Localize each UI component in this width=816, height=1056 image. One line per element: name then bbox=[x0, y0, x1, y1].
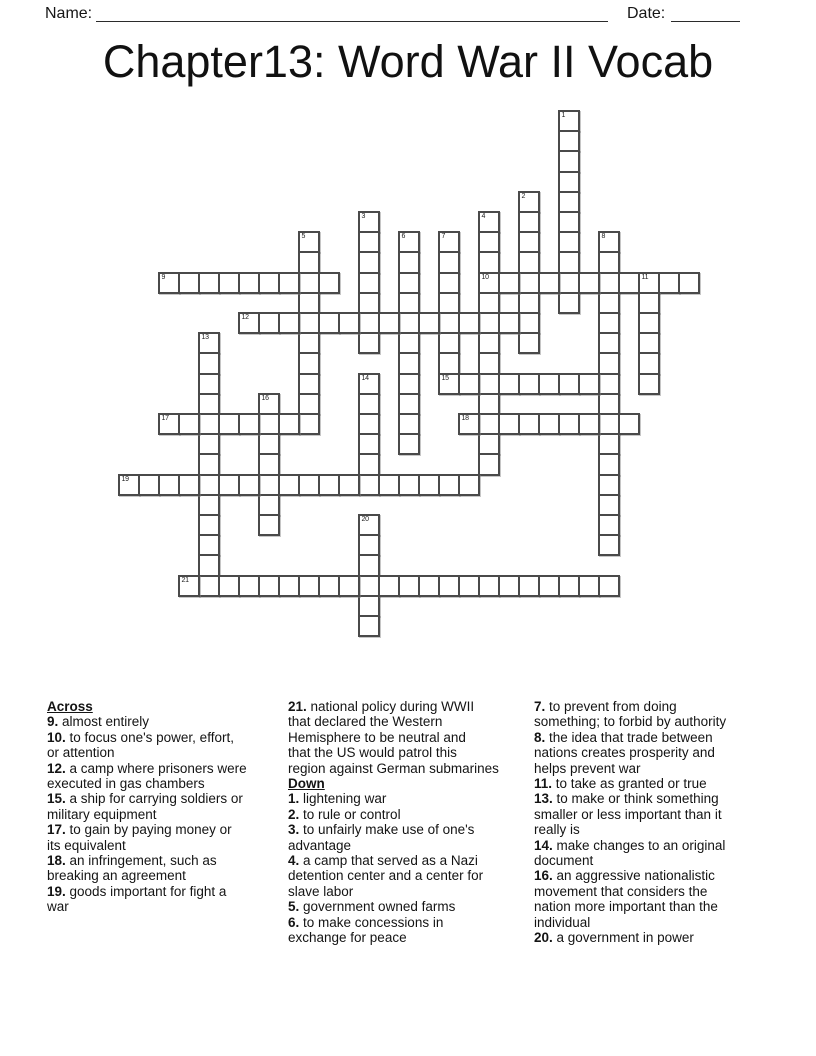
grid-cell bbox=[518, 272, 540, 294]
grid-cell bbox=[298, 292, 320, 314]
clue-item: 9. almost entirely bbox=[47, 714, 150, 730]
clue-item: 17. to gain by paying money or its equivalent bbox=[47, 822, 232, 853]
crossword-grid bbox=[118, 110, 718, 650]
grid-cell bbox=[518, 413, 540, 435]
grid-cell bbox=[458, 474, 480, 496]
grid-cell bbox=[418, 575, 440, 597]
grid-cell bbox=[598, 514, 620, 536]
grid-cell bbox=[238, 272, 260, 294]
grid-cell bbox=[598, 393, 620, 415]
clue-item: 20. a government in power bbox=[534, 930, 694, 946]
grid-cell bbox=[398, 373, 420, 395]
grid-cell bbox=[398, 231, 420, 253]
grid-cell bbox=[258, 575, 280, 597]
grid-cell bbox=[638, 352, 660, 374]
clue-item: 21. national policy during WWII that declared the Western Hemisphere to be neutral and that the US would patrol this region against German submarines bbox=[288, 699, 499, 776]
grid-cell bbox=[118, 474, 140, 496]
grid-cell bbox=[558, 231, 580, 253]
grid-cell bbox=[478, 373, 500, 395]
grid-cell bbox=[198, 393, 220, 415]
grid-cell bbox=[558, 413, 580, 435]
grid-cell bbox=[218, 474, 240, 496]
grid-cell bbox=[558, 251, 580, 273]
clue-number: 10. bbox=[47, 729, 66, 745]
grid-cell bbox=[358, 272, 380, 294]
grid-cell bbox=[278, 575, 300, 597]
grid-cell bbox=[478, 433, 500, 455]
grid-cell bbox=[438, 272, 460, 294]
grid-cell bbox=[598, 231, 620, 253]
grid-cell bbox=[398, 474, 420, 496]
grid-cell bbox=[498, 272, 520, 294]
clue-item: 13. to make or think something smaller or less important than it really is bbox=[534, 791, 722, 838]
grid-cell bbox=[358, 231, 380, 253]
grid-cell bbox=[178, 272, 200, 294]
grid-cell bbox=[198, 453, 220, 475]
grid-cell bbox=[378, 575, 400, 597]
clue-number: 16. bbox=[534, 868, 553, 884]
grid-cell bbox=[398, 575, 420, 597]
grid-cell bbox=[178, 413, 200, 435]
grid-cell-number: 16 bbox=[261, 394, 269, 402]
grid-cell bbox=[438, 292, 460, 314]
grid-cell bbox=[418, 312, 440, 334]
grid-cell bbox=[478, 575, 500, 597]
grid-cell bbox=[518, 251, 540, 273]
grid-cell-number: 3 bbox=[361, 213, 366, 220]
grid-cell bbox=[598, 312, 620, 334]
grid-cell bbox=[158, 474, 180, 496]
grid-cell bbox=[638, 312, 660, 334]
grid-cell bbox=[618, 413, 640, 435]
grid-cell bbox=[638, 373, 660, 395]
grid-cell bbox=[678, 272, 700, 294]
grid-cell bbox=[438, 352, 460, 374]
name-underline bbox=[96, 21, 608, 22]
grid-cell bbox=[438, 251, 460, 273]
grid-cell bbox=[598, 272, 620, 294]
grid-cell bbox=[518, 292, 540, 314]
grid-cell bbox=[478, 272, 500, 294]
grid-cell-number: 5 bbox=[301, 233, 306, 241]
grid-cell bbox=[238, 575, 260, 597]
grid-cell bbox=[538, 575, 560, 597]
grid-cell bbox=[358, 575, 380, 597]
grid-cell bbox=[238, 312, 260, 334]
clue-number: 14. bbox=[534, 837, 553, 853]
grid-cell bbox=[258, 453, 280, 475]
grid-cell bbox=[598, 494, 620, 516]
grid-cell bbox=[618, 272, 640, 294]
grid-cell bbox=[198, 534, 220, 556]
grid-cell bbox=[198, 413, 220, 435]
grid-cell bbox=[318, 575, 340, 597]
grid-cell bbox=[578, 575, 600, 597]
grid-cell bbox=[198, 494, 220, 516]
grid-cell bbox=[258, 312, 280, 334]
grid-cell bbox=[598, 413, 620, 435]
clue-item: 19. goods important for fight a war bbox=[47, 883, 227, 915]
grid-cell bbox=[398, 292, 420, 314]
grid-cell bbox=[598, 453, 620, 475]
grid-cell bbox=[358, 251, 380, 273]
grid-cell bbox=[478, 251, 500, 273]
clue-number: 5. bbox=[288, 899, 300, 915]
grid-cell bbox=[378, 474, 400, 496]
grid-cell bbox=[578, 413, 600, 435]
grid-cell bbox=[438, 231, 460, 253]
grid-cell bbox=[298, 352, 320, 374]
clue-number: 9. bbox=[47, 714, 59, 730]
grid-cell bbox=[318, 312, 340, 334]
clue-number: 11. bbox=[534, 776, 553, 792]
grid-cell bbox=[238, 474, 260, 496]
grid-cell bbox=[558, 292, 580, 314]
grid-cell bbox=[358, 211, 380, 233]
grid-cell bbox=[458, 413, 480, 435]
grid-cell bbox=[398, 251, 420, 273]
grid-cell-number: 1 bbox=[561, 112, 566, 119]
grid-cell bbox=[278, 413, 300, 435]
grid-cell bbox=[298, 312, 320, 334]
clue-item: 1. lightening war bbox=[288, 791, 387, 807]
grid-cell bbox=[558, 130, 580, 152]
grid-cell bbox=[398, 332, 420, 354]
grid-cell-number: 18 bbox=[461, 415, 469, 422]
grid-cell bbox=[398, 433, 420, 455]
grid-cell bbox=[178, 575, 200, 597]
clue-number: 18. bbox=[47, 853, 66, 869]
grid-cell bbox=[438, 575, 460, 597]
clue-item: 14. make changes to an original document bbox=[534, 837, 726, 869]
grid-cell bbox=[518, 211, 540, 233]
grid-cell bbox=[358, 292, 380, 314]
grid-cell bbox=[478, 211, 500, 233]
grid-cell bbox=[518, 575, 540, 597]
grid-cell bbox=[478, 393, 500, 415]
grid-cell bbox=[398, 312, 420, 334]
grid-cell bbox=[218, 272, 240, 294]
clue-column-1 bbox=[47, 699, 285, 915]
grid-cell bbox=[358, 514, 380, 536]
grid-cell bbox=[218, 575, 240, 597]
grid-cell bbox=[578, 373, 600, 395]
grid-cell bbox=[538, 373, 560, 395]
grid-cell-number: 7 bbox=[441, 233, 446, 241]
grid-cell bbox=[298, 575, 320, 597]
grid-cell-number: 20 bbox=[361, 516, 369, 523]
grid-cell bbox=[258, 433, 280, 455]
grid-cell bbox=[498, 413, 520, 435]
grid-cell-number: 14 bbox=[361, 374, 369, 382]
clue-item: 11. to take as granted or true bbox=[534, 776, 707, 792]
clue-number: 20. bbox=[534, 930, 553, 946]
grid-cell bbox=[458, 312, 480, 334]
clue-item: 8. the idea that trade between nations creates prosperity and helps prevent war bbox=[534, 729, 715, 776]
grid-cell bbox=[558, 191, 580, 213]
grid-cell bbox=[358, 534, 380, 556]
grid-cell bbox=[358, 312, 380, 334]
grid-cell bbox=[478, 332, 500, 354]
clue-column-3 bbox=[534, 699, 774, 946]
clue-column-2 bbox=[288, 699, 532, 946]
grid-cell bbox=[298, 373, 320, 395]
page-title: Chapter13: Word War II Vocab bbox=[102, 36, 714, 87]
grid-cell bbox=[338, 575, 360, 597]
grid-cell-number: 17 bbox=[161, 415, 169, 422]
grid-cell-number: 2 bbox=[521, 192, 526, 200]
clue-item: 15. a ship for carrying soldiers or military equipment bbox=[47, 791, 243, 822]
grid-cell bbox=[478, 453, 500, 475]
grid-cell bbox=[298, 332, 320, 354]
clue-number: 19. bbox=[47, 883, 66, 899]
grid-cell bbox=[558, 373, 580, 395]
clue-item: 3. to unfairly make use of one's advantage bbox=[288, 822, 475, 853]
grid-cell-number: 10 bbox=[481, 273, 489, 281]
grid-cell bbox=[298, 393, 320, 415]
grid-cell bbox=[558, 150, 580, 172]
grid-cell bbox=[278, 312, 300, 334]
grid-cell bbox=[258, 474, 280, 496]
grid-cell bbox=[578, 272, 600, 294]
grid-cell bbox=[598, 292, 620, 314]
grid-cell bbox=[478, 231, 500, 253]
grid-cell bbox=[458, 373, 480, 395]
grid-cell bbox=[398, 413, 420, 435]
grid-cell bbox=[318, 474, 340, 496]
clue-number: 15. bbox=[47, 791, 66, 807]
grid-cell bbox=[278, 272, 300, 294]
clue-item: 7. to prevent from doing something; to forbid by authority bbox=[534, 699, 727, 730]
grid-cell-number: 8 bbox=[601, 233, 606, 241]
grid-cell bbox=[598, 433, 620, 455]
grid-cell bbox=[358, 554, 380, 576]
clue-item: 18. an infringement, such as breaking an agreement bbox=[47, 853, 217, 884]
grid-cell bbox=[518, 231, 540, 253]
grid-cell bbox=[418, 474, 440, 496]
clue-number: 7. bbox=[534, 699, 546, 714]
grid-cell bbox=[298, 272, 320, 294]
clue-number: 2. bbox=[288, 806, 300, 822]
grid-cell bbox=[398, 393, 420, 415]
grid-cell bbox=[198, 554, 220, 576]
grid-cell-number: 9 bbox=[161, 273, 166, 281]
grid-cell bbox=[198, 514, 220, 536]
grid-cell bbox=[318, 272, 340, 294]
grid-cell bbox=[398, 352, 420, 374]
grid-cell-number: 15 bbox=[441, 374, 449, 382]
grid-cell bbox=[338, 312, 360, 334]
clue-number: 3. bbox=[288, 822, 300, 838]
grid-cell-number: 21 bbox=[181, 576, 189, 584]
grid-cell bbox=[438, 312, 460, 334]
grid-cell bbox=[478, 352, 500, 374]
grid-cell bbox=[518, 332, 540, 354]
grid-cell bbox=[298, 251, 320, 273]
grid-cell bbox=[598, 352, 620, 374]
grid-cell bbox=[358, 453, 380, 475]
grid-cell bbox=[558, 211, 580, 233]
clues-header-down: Down bbox=[288, 776, 325, 792]
grid-cell bbox=[198, 352, 220, 374]
grid-cell bbox=[438, 373, 460, 395]
grid-cell bbox=[198, 575, 220, 597]
grid-cell-number: 19 bbox=[121, 475, 129, 483]
grid-cell bbox=[258, 272, 280, 294]
grid-cell bbox=[358, 332, 380, 354]
name-label: Name: bbox=[45, 5, 93, 22]
grid-cell bbox=[478, 292, 500, 314]
grid-cell bbox=[298, 413, 320, 435]
grid-cell bbox=[238, 413, 260, 435]
grid-cell-number: 6 bbox=[401, 233, 406, 241]
grid-cell bbox=[198, 373, 220, 395]
grid-cell bbox=[358, 413, 380, 435]
grid-cell bbox=[538, 272, 560, 294]
clue-item: 10. to focus one's power, effort, or attention bbox=[47, 729, 234, 761]
grid-cell bbox=[298, 231, 320, 253]
grid-cell bbox=[218, 413, 240, 435]
grid-cell bbox=[478, 413, 500, 435]
grid-cell bbox=[598, 251, 620, 273]
grid-cell bbox=[598, 534, 620, 556]
grid-cell bbox=[518, 191, 540, 213]
grid-cell bbox=[258, 413, 280, 435]
grid-cell bbox=[558, 171, 580, 193]
grid-cell bbox=[478, 312, 500, 334]
grid-cell bbox=[438, 332, 460, 354]
grid-cell bbox=[498, 373, 520, 395]
grid-cell bbox=[558, 575, 580, 597]
clue-item: 5. government owned farms bbox=[288, 899, 456, 915]
grid-cell bbox=[638, 272, 660, 294]
grid-cell bbox=[518, 373, 540, 395]
grid-cell bbox=[498, 575, 520, 597]
grid-cell bbox=[638, 292, 660, 314]
grid-cell bbox=[598, 575, 620, 597]
clue-number: 13. bbox=[534, 791, 553, 807]
grid-cell bbox=[458, 575, 480, 597]
clue-number: 17. bbox=[47, 822, 66, 838]
grid-cell bbox=[198, 332, 220, 354]
date-label: Date: bbox=[627, 5, 666, 22]
clue-number: 6. bbox=[288, 914, 300, 930]
grid-cell bbox=[358, 615, 380, 637]
grid-cell bbox=[558, 110, 580, 132]
clue-item: 12. a camp where prisoners were executed in gas chambers bbox=[47, 760, 247, 792]
grid-cell bbox=[258, 494, 280, 516]
grid-cell bbox=[358, 595, 380, 617]
grid-cell bbox=[538, 413, 560, 435]
clues-header-across: Across bbox=[47, 699, 93, 714]
clue-number: 8. bbox=[534, 729, 546, 745]
grid-cell bbox=[358, 393, 380, 415]
grid-cell bbox=[598, 474, 620, 496]
clue-number: 21. bbox=[288, 699, 307, 714]
clue-item: 6. to make concessions in exchange for peace bbox=[288, 914, 444, 946]
grid-cell bbox=[258, 393, 280, 415]
grid-cell bbox=[598, 373, 620, 395]
grid-cell bbox=[638, 332, 660, 354]
clue-item: 2. to rule or control bbox=[288, 806, 401, 822]
clue-item: 16. an aggressive nationalistic movement that considers the nation more important than the individual bbox=[534, 868, 718, 930]
grid-cell bbox=[518, 312, 540, 334]
grid-cell-number: 13 bbox=[201, 334, 209, 342]
grid-cell-number: 11 bbox=[641, 273, 649, 281]
grid-cell bbox=[358, 474, 380, 496]
grid-cell bbox=[498, 312, 520, 334]
clue-number: 12. bbox=[47, 760, 66, 776]
grid-cell bbox=[138, 474, 160, 496]
grid-cell bbox=[158, 413, 180, 435]
grid-cell bbox=[198, 474, 220, 496]
grid-cell bbox=[258, 514, 280, 536]
clue-number: 4. bbox=[288, 853, 300, 869]
grid-cell bbox=[378, 312, 400, 334]
grid-cell bbox=[298, 474, 320, 496]
grid-cell-number: 4 bbox=[481, 213, 486, 220]
clue-item: 4. a camp that served as a Nazi detention center and a center for slave labor bbox=[288, 853, 484, 899]
grid-cell bbox=[658, 272, 680, 294]
grid-cell bbox=[358, 373, 380, 395]
grid-cell bbox=[198, 433, 220, 455]
grid-cell bbox=[438, 474, 460, 496]
grid-cell bbox=[338, 474, 360, 496]
date-underline bbox=[671, 21, 740, 22]
grid-cell bbox=[558, 272, 580, 294]
grid-cell bbox=[598, 332, 620, 354]
grid-cell bbox=[198, 272, 220, 294]
clue-number: 1. bbox=[288, 791, 300, 807]
grid-cell bbox=[278, 474, 300, 496]
grid-cell bbox=[158, 272, 180, 294]
grid-cell bbox=[398, 272, 420, 294]
grid-cell-number: 12 bbox=[241, 314, 249, 321]
grid-cell bbox=[358, 433, 380, 455]
grid-cell bbox=[178, 474, 200, 496]
